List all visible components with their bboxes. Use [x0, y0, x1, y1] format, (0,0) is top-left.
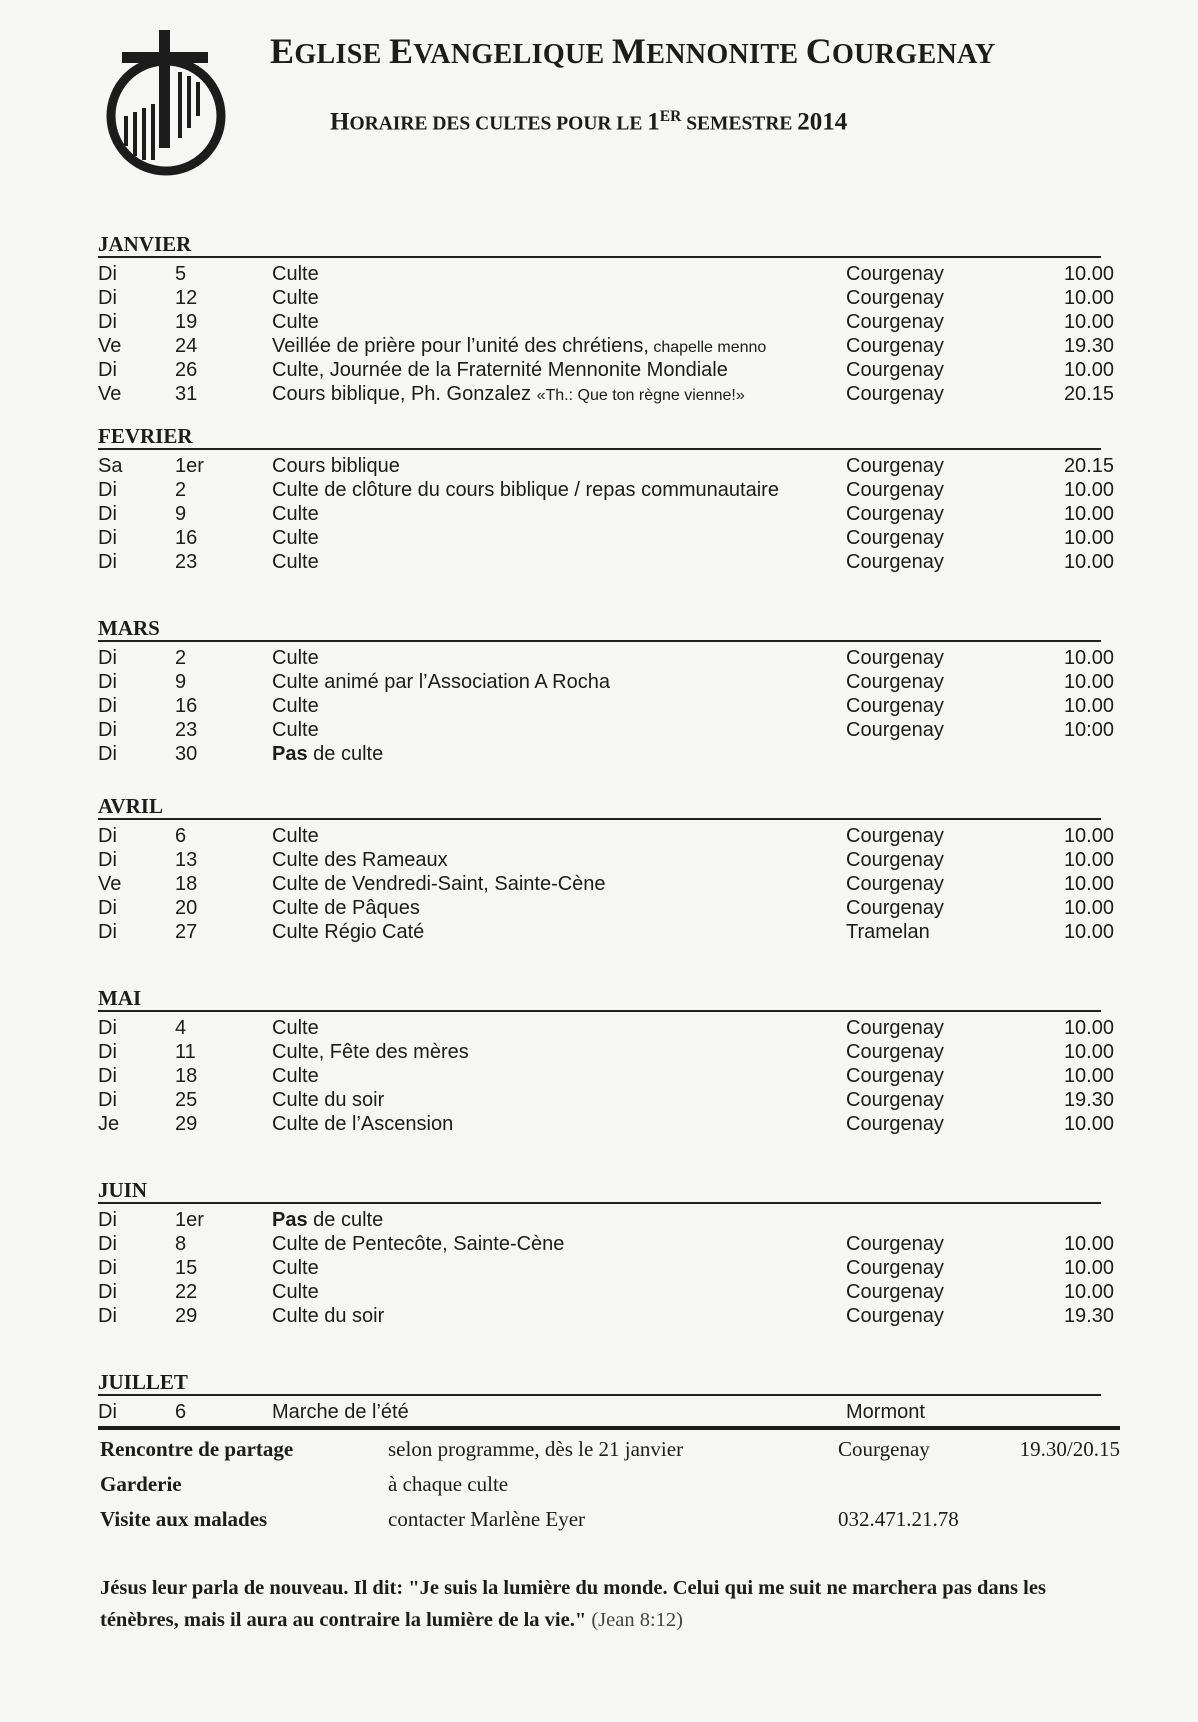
- row-description: [272, 310, 846, 334]
- row-description: [272, 1208, 846, 1232]
- footer-divider: [98, 1426, 1120, 1430]
- description-text: Culte de Vendredi-Saint, Sainte-Cène: [272, 873, 606, 895]
- description-text: Culte Régio Caté: [272, 921, 425, 943]
- row-description: [272, 920, 846, 944]
- row-place: Courgenay: [846, 287, 944, 309]
- row-description: [272, 646, 846, 670]
- schedule-row: [98, 262, 1118, 286]
- schedule-row: [98, 896, 1118, 920]
- row-time: [1046, 1400, 1114, 1424]
- row-place: Courgenay: [846, 1281, 944, 1303]
- month-heading: FEVRIER: [98, 424, 1101, 450]
- month-section: [98, 986, 1118, 1178]
- schedule-row: [98, 334, 1118, 358]
- row-weekday: Di: [98, 287, 117, 309]
- row-place: Courgenay: [846, 359, 944, 381]
- row-description: [272, 1040, 846, 1064]
- row-description: [272, 550, 846, 574]
- row-date: 6: [175, 825, 187, 847]
- month-heading: MARS: [98, 616, 1101, 642]
- info-time: 19.30/20.15: [1019, 1437, 1120, 1461]
- row-place: [846, 742, 1046, 766]
- info-value: contacter Marlène Eyer: [388, 1507, 586, 1531]
- description-text: Veillée de prière pour l’unité des chrétiens,: [272, 335, 649, 357]
- row-place: Courgenay: [846, 647, 944, 669]
- row-description: [272, 1304, 846, 1328]
- row-description: [272, 478, 846, 502]
- schedule-row: [98, 694, 1118, 718]
- row-time: 10.00: [1063, 359, 1114, 381]
- page-title: EGLISE EVANGELIQUE MENNONITE COURGENAY: [270, 31, 996, 71]
- row-time: 10.00: [1063, 479, 1114, 501]
- description-text: Culte: [272, 1065, 319, 1087]
- row-date: 20: [175, 897, 198, 919]
- row-date: 6: [175, 1401, 187, 1423]
- row-place: Courgenay: [846, 1089, 944, 1111]
- row-time: 10.00: [1063, 1257, 1114, 1279]
- row-date: 13: [175, 849, 198, 871]
- row-date: 29: [175, 1305, 198, 1327]
- schedule-row: [98, 1016, 1118, 1040]
- description-note: «Th.: Que ton règne vienne!»: [536, 387, 745, 404]
- row-time: 10.00: [1063, 849, 1114, 871]
- row-place: Courgenay: [846, 551, 944, 573]
- row-time: 10.00: [1063, 287, 1114, 309]
- month-heading: JUIN: [98, 1178, 1101, 1204]
- description-text: Culte de clôture du cours biblique / repas communautaire: [272, 479, 779, 501]
- row-date: 4: [175, 1017, 187, 1039]
- month-section: [98, 424, 1118, 616]
- row-date: 2: [175, 647, 187, 669]
- row-place: Courgenay: [846, 1017, 944, 1039]
- description-text: Culte du soir: [272, 1089, 385, 1111]
- month-heading: MAI: [98, 986, 1101, 1012]
- row-description: [272, 262, 846, 286]
- quote-reference: (Jean 8:12): [591, 1609, 684, 1631]
- row-place: Tramelan: [846, 921, 930, 943]
- description-text: Culte: [272, 503, 319, 525]
- row-place: Courgenay: [846, 1041, 944, 1063]
- row-description: [272, 742, 846, 766]
- schedule-table: [98, 232, 1118, 1562]
- row-description: [272, 358, 846, 382]
- description-text: Culte: [272, 1257, 319, 1279]
- description-text: Marche de l’été: [272, 1401, 409, 1423]
- row-place: Courgenay: [846, 897, 944, 919]
- row-time: 19.30: [1063, 335, 1114, 357]
- month-heading: JANVIER: [98, 232, 1101, 258]
- row-date: 15: [175, 1257, 198, 1279]
- row-place: Courgenay: [846, 1305, 944, 1327]
- description-bold: Pas: [272, 1209, 308, 1231]
- row-place: Mormont: [846, 1401, 925, 1423]
- month-section: [98, 616, 1118, 794]
- row-weekday: Di: [98, 647, 117, 669]
- row-description: [272, 848, 846, 872]
- row-date: 16: [175, 527, 198, 549]
- row-description: [272, 694, 846, 718]
- quote-text: Jésus leur parla de nouveau. Il dit: "Je suis la lumière du monde. Celui qui me suit ne marchera pas dans les ténèbres, mais il aura au contraire la lumière de la vie.": [100, 1577, 1046, 1631]
- row-date: 8: [175, 1233, 187, 1255]
- row-place: Courgenay: [846, 695, 944, 717]
- description-note: chapelle menno: [648, 339, 767, 356]
- row-description: [272, 502, 846, 526]
- description-text: de culte: [307, 743, 384, 765]
- description-text: Culte: [272, 695, 319, 717]
- description-text: Culte: [272, 311, 319, 333]
- row-description: [272, 1400, 846, 1424]
- row-description: [272, 1088, 846, 1112]
- row-weekday: Di: [98, 1089, 117, 1111]
- row-place: Courgenay: [846, 873, 944, 895]
- month-heading: AVRIL: [98, 794, 1101, 820]
- row-weekday: Di: [98, 1017, 117, 1039]
- row-description: [272, 334, 846, 358]
- row-description: [272, 718, 846, 742]
- row-place: Courgenay: [846, 311, 944, 333]
- row-weekday: Di: [98, 719, 117, 741]
- row-description: [272, 1256, 846, 1280]
- row-place: Courgenay: [846, 1257, 944, 1279]
- description-text: Culte: [272, 551, 319, 573]
- row-weekday: Di: [98, 897, 117, 919]
- schedule-row: [98, 848, 1118, 872]
- row-weekday: Di: [98, 527, 117, 549]
- row-weekday: Di: [98, 503, 117, 525]
- row-place: Courgenay: [846, 825, 944, 847]
- row-weekday: Di: [98, 479, 117, 501]
- row-time: [1046, 742, 1114, 766]
- info-place: 032.471.21.78: [838, 1507, 959, 1531]
- row-time: 10.00: [1063, 1065, 1114, 1087]
- row-time: [1046, 1208, 1114, 1232]
- description-text: Culte: [272, 1017, 319, 1039]
- info-row: [100, 1432, 1122, 1467]
- row-description: [272, 286, 846, 310]
- row-weekday: Di: [98, 1281, 117, 1303]
- row-description: [272, 1112, 846, 1136]
- row-weekday: Di: [98, 1233, 117, 1255]
- bible-quote: [100, 1572, 1120, 1636]
- description-text: Culte animé par l’Association A Rocha: [272, 671, 610, 693]
- row-weekday: Di: [98, 263, 117, 285]
- row-description: [272, 1064, 846, 1088]
- row-weekday: Di: [98, 551, 117, 573]
- row-date: 12: [175, 287, 198, 309]
- church-logo-icon: [100, 28, 232, 178]
- row-description: [272, 1280, 846, 1304]
- info-row: [100, 1502, 1122, 1537]
- row-time: 10.00: [1063, 1281, 1114, 1303]
- row-time: 19.30: [1063, 1089, 1114, 1111]
- schedule-row: [98, 670, 1118, 694]
- info-label: Rencontre de partage: [100, 1437, 294, 1461]
- schedule-row: [98, 1256, 1118, 1280]
- schedule-row: [98, 1280, 1118, 1304]
- row-place: Courgenay: [846, 671, 944, 693]
- row-place: [846, 1208, 1046, 1232]
- row-date: 23: [175, 551, 198, 573]
- description-text: Culte: [272, 263, 319, 285]
- schedule-row: [98, 824, 1118, 848]
- schedule-row: [98, 1112, 1118, 1136]
- row-place: Courgenay: [846, 1065, 944, 1087]
- description-text: Culte de Pentecôte, Sainte-Cène: [272, 1233, 565, 1255]
- schedule-row: [98, 872, 1118, 896]
- description-bold: Pas: [272, 743, 308, 765]
- row-weekday: Ve: [98, 383, 122, 405]
- month-section: [98, 232, 1118, 424]
- row-weekday: Di: [98, 1041, 117, 1063]
- schedule-row: [98, 1064, 1118, 1088]
- row-time: 10.00: [1063, 897, 1114, 919]
- row-weekday: Di: [98, 695, 117, 717]
- row-date: 5: [175, 263, 187, 285]
- row-time: 10:00: [1063, 719, 1114, 741]
- month-heading: JUILLET: [98, 1370, 1101, 1396]
- row-place: Courgenay: [846, 1113, 944, 1135]
- row-description: [272, 526, 846, 550]
- row-weekday: Di: [98, 825, 117, 847]
- info-value: à chaque culte: [388, 1472, 509, 1496]
- row-description: [272, 872, 846, 896]
- description-text: Culte: [272, 1281, 319, 1303]
- row-place: Courgenay: [846, 849, 944, 871]
- row-date: 11: [175, 1041, 196, 1063]
- description-text: Culte: [272, 647, 319, 669]
- row-time: 10.00: [1063, 1017, 1114, 1039]
- row-time: 10.00: [1063, 873, 1114, 895]
- row-date: 9: [175, 503, 187, 525]
- row-weekday: Di: [98, 671, 117, 693]
- row-time: 10.00: [1063, 311, 1114, 333]
- row-description: [272, 670, 846, 694]
- row-date: 16: [175, 695, 198, 717]
- row-place: Courgenay: [846, 263, 944, 285]
- row-date: 18: [175, 1065, 198, 1087]
- row-weekday: Di: [98, 1401, 117, 1423]
- row-weekday: Di: [98, 849, 117, 871]
- page-subtitle: HORAIRE DES CULTES POUR LE 1ER SEMESTRE 2014: [330, 108, 848, 136]
- row-weekday: Di: [98, 359, 117, 381]
- row-date: 30: [175, 743, 198, 765]
- row-time: 20.15: [1063, 383, 1114, 405]
- description-text: de culte: [307, 1209, 384, 1231]
- row-weekday: Di: [98, 311, 117, 333]
- row-weekday: Di: [98, 743, 117, 765]
- description-text: Culte de Pâques: [272, 897, 420, 919]
- row-date: 27: [175, 921, 198, 943]
- month-section: [98, 794, 1118, 986]
- row-time: 19.30: [1063, 1305, 1114, 1327]
- row-time: 10.00: [1063, 551, 1114, 573]
- row-description: [272, 1232, 846, 1256]
- row-place: Courgenay: [846, 479, 944, 501]
- schedule-row: [98, 718, 1118, 742]
- schedule-row: [98, 1304, 1118, 1328]
- schedule-row: [98, 454, 1118, 478]
- info-row: [100, 1467, 1122, 1502]
- description-text: Culte: [272, 527, 319, 549]
- description-text: Culte du soir: [272, 1305, 385, 1327]
- schedule-row: [98, 1400, 1118, 1424]
- row-description: [272, 454, 846, 478]
- schedule-row: [98, 920, 1118, 944]
- row-place: Courgenay: [846, 719, 944, 741]
- row-time: 10.00: [1063, 647, 1114, 669]
- row-place: Courgenay: [846, 383, 944, 405]
- schedule-row: [98, 358, 1118, 382]
- row-weekday: Ve: [98, 873, 122, 895]
- schedule-row: [98, 502, 1118, 526]
- row-weekday: Ve: [98, 335, 122, 357]
- info-label: Garderie: [100, 1472, 182, 1496]
- schedule-row: [98, 646, 1118, 670]
- row-time: 10.00: [1063, 1113, 1114, 1135]
- row-date: 24: [175, 335, 198, 357]
- row-date: 19: [175, 311, 198, 333]
- row-date: 1er: [175, 455, 204, 477]
- row-date: 26: [175, 359, 198, 381]
- description-text: Culte, Fête des mères: [272, 1041, 469, 1063]
- schedule-row: [98, 286, 1118, 310]
- row-weekday: Sa: [98, 455, 123, 477]
- row-time: 10.00: [1063, 671, 1114, 693]
- row-weekday: Di: [98, 921, 117, 943]
- schedule-row: [98, 550, 1118, 574]
- row-description: [272, 896, 846, 920]
- description-text: Culte de l’Ascension: [272, 1113, 454, 1135]
- row-time: 10.00: [1063, 921, 1114, 943]
- schedule-row: [98, 1088, 1118, 1112]
- row-time: 10.00: [1063, 503, 1114, 525]
- row-weekday: Di: [98, 1209, 117, 1231]
- schedule-row: [98, 1232, 1118, 1256]
- description-text: Culte des Rameaux: [272, 849, 448, 871]
- row-place: Courgenay: [846, 455, 944, 477]
- description-text: Culte: [272, 719, 319, 741]
- row-date: 1er: [175, 1209, 204, 1231]
- row-place: Courgenay: [846, 503, 944, 525]
- row-place: Courgenay: [846, 1233, 944, 1255]
- description-text: Culte: [272, 825, 319, 847]
- month-section: [98, 1178, 1118, 1370]
- row-date: 29: [175, 1113, 198, 1135]
- row-place: Courgenay: [846, 335, 944, 357]
- row-description: [272, 824, 846, 848]
- row-weekday: Je: [98, 1113, 120, 1135]
- row-date: 23: [175, 719, 198, 741]
- row-date: 22: [175, 1281, 198, 1303]
- info-section: [100, 1432, 1122, 1537]
- row-weekday: Di: [98, 1305, 117, 1327]
- row-date: 9: [175, 671, 187, 693]
- row-date: 18: [175, 873, 198, 895]
- row-description: [272, 382, 846, 406]
- schedule-row: [98, 742, 1118, 766]
- info-label: Visite aux malades: [100, 1507, 268, 1531]
- row-weekday: Di: [98, 1257, 117, 1279]
- row-weekday: Di: [98, 1065, 117, 1087]
- schedule-row: [98, 310, 1118, 334]
- info-value: selon programme, dès le 21 janvier: [388, 1437, 684, 1461]
- row-time: 20.15: [1063, 455, 1114, 477]
- schedule-row: [98, 1208, 1118, 1232]
- schedule-row: [98, 1040, 1118, 1064]
- schedule-row: [98, 526, 1118, 550]
- row-time: 10.00: [1063, 263, 1114, 285]
- row-time: 10.00: [1063, 1233, 1114, 1255]
- row-place: Courgenay: [846, 527, 944, 549]
- row-date: 25: [175, 1089, 198, 1111]
- description-text: Culte, Journée de la Fraternité Mennonite Mondiale: [272, 359, 728, 381]
- description-text: Cours biblique, Ph. Gonzalez: [272, 383, 537, 405]
- info-place: Courgenay: [838, 1437, 930, 1461]
- row-date: 2: [175, 479, 187, 501]
- row-time: 10.00: [1063, 825, 1114, 847]
- row-description: [272, 1016, 846, 1040]
- row-date: 31: [175, 383, 198, 405]
- row-time: 10.00: [1063, 527, 1114, 549]
- description-text: Cours biblique: [272, 455, 400, 477]
- description-text: Culte: [272, 287, 319, 309]
- row-time: 10.00: [1063, 1041, 1114, 1063]
- schedule-row: [98, 382, 1118, 406]
- row-time: 10.00: [1063, 695, 1114, 717]
- schedule-row: [98, 478, 1118, 502]
